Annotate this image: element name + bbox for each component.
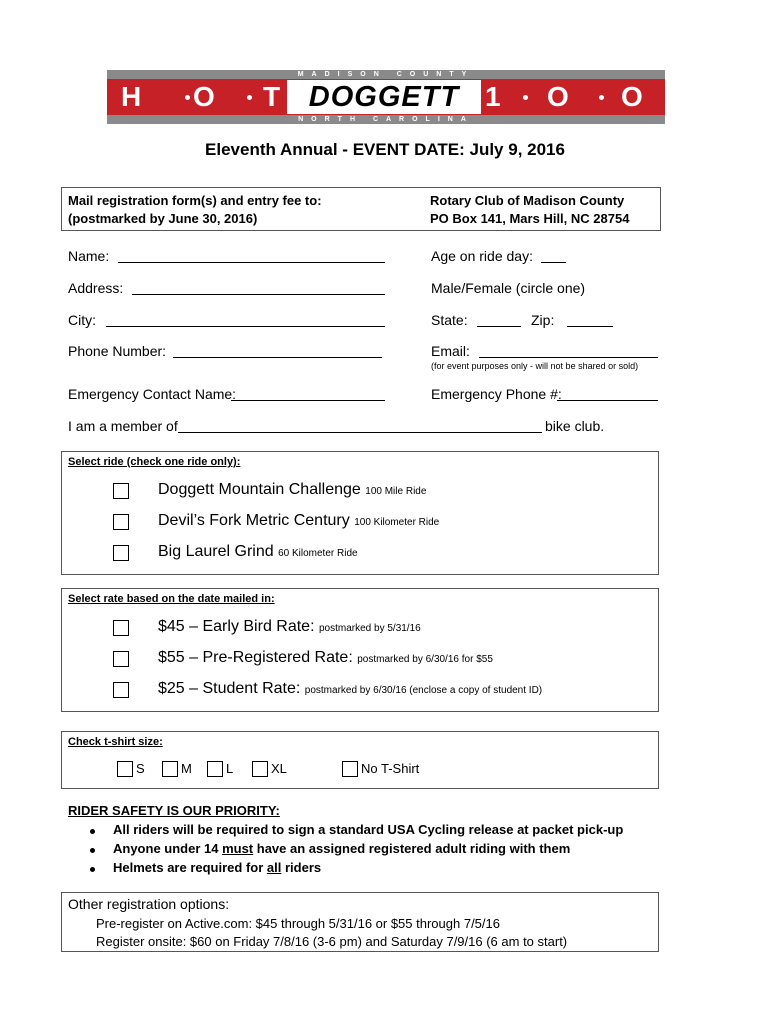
mail-line-1: Mail registration form(s) and entry fee to: (68, 193, 322, 208)
no-tshirt-label: No T-Shirt (361, 761, 420, 776)
logo-digit-1: 1 (485, 81, 501, 112)
logo-bottom-band: NORTH CAROLINA (107, 115, 665, 124)
club-input-line[interactable] (178, 432, 542, 433)
tshirt-size-m-checkbox[interactable] (162, 761, 178, 777)
email-note: (for event purposes only - will not be shared or sold) (431, 361, 639, 371)
ride-checkbox[interactable] (113, 545, 129, 561)
mail-info-box (61, 187, 661, 231)
ride-name: Big Laurel Grind (158, 543, 274, 560)
safety-heading: RIDER SAFETY IS OUR PRIORITY: (68, 803, 280, 818)
tshirt-box (61, 731, 659, 789)
mail-line-2: (postmarked by June 30, 2016) (68, 211, 258, 226)
rate-checkbox[interactable] (113, 682, 129, 698)
rate-option (158, 649, 493, 667)
mail-address-2: PO Box 141, Mars Hill, NC 28754 (430, 211, 630, 226)
tshirt-size-s-checkbox[interactable] (117, 761, 133, 777)
other-option-active: Pre-register on Active.com: $45 through 5/31/16 or $55 through 7/5/16 (96, 916, 500, 931)
event-logo (107, 70, 665, 124)
logo-digit-0: O (547, 81, 569, 112)
address-label: Address: (68, 280, 124, 296)
zip-label: Zip: (531, 312, 555, 328)
bullet-icon (90, 867, 95, 872)
ride-distance: 60 Kilometer Ride (278, 548, 358, 559)
zip-input-line[interactable] (567, 326, 613, 327)
rate-name: $25 – Student Rate: (158, 680, 301, 697)
club-suffix: bike club. (545, 418, 605, 434)
logo-letter-h: H (121, 81, 142, 112)
ride-name: Doggett Mountain Challenge (158, 481, 361, 498)
ride-checkbox[interactable] (113, 483, 129, 499)
rate-checkbox[interactable] (113, 620, 129, 636)
rate-option (158, 680, 542, 698)
logo-top-band: MADISON COUNTY (107, 70, 665, 79)
other-options-box (61, 892, 659, 952)
club-label: I am a member of (68, 418, 178, 434)
logo-dot (247, 95, 252, 100)
ride-option (158, 512, 439, 530)
emergency-phone-input-line[interactable] (557, 400, 658, 401)
tshirt-size-label: S (136, 761, 145, 776)
city-input-line[interactable] (106, 326, 385, 327)
no-tshirt-checkbox[interactable] (342, 761, 358, 777)
safety-item (113, 841, 570, 856)
safety-emphasis: must (222, 841, 254, 856)
safety-text: Anyone under 14 (113, 841, 223, 856)
email-label: Email: (431, 343, 470, 359)
rate-postmark-note: postmarked by 6/30/16 for $55 (357, 654, 493, 665)
tshirt-heading: Check t-shirt size: (68, 736, 163, 748)
rate-option (158, 618, 421, 636)
ride-checkbox[interactable] (113, 514, 129, 530)
logo-dot (185, 95, 190, 100)
state-label: State: (431, 312, 468, 328)
ride-option (158, 481, 426, 499)
safety-item (113, 860, 321, 875)
logo-red-band (107, 79, 665, 115)
other-options-heading: Other registration options: (68, 896, 230, 912)
ride-distance: 100 Mile Ride (365, 486, 427, 497)
tshirt-size-xl-checkbox[interactable] (252, 761, 268, 777)
rate-postmark-note: postmarked by 6/30/16 (enclose a copy of student ID) (304, 685, 543, 696)
safety-text: Helmets are required for (113, 860, 267, 875)
bullet-icon (90, 848, 95, 853)
emergency-contact-input-line[interactable] (231, 400, 385, 401)
ride-name: Devil’s Fork Metric Century (158, 512, 350, 529)
emergency-phone-label: Emergency Phone #: (431, 386, 562, 402)
logo-dot (523, 95, 528, 100)
page-title: Eleventh Annual - EVENT DATE: July 9, 2016 (205, 140, 565, 159)
rate-name: $45 – Early Bird Rate: (158, 618, 315, 635)
logo-letter-o: O (193, 81, 215, 112)
mail-address-1: Rotary Club of Madison County (430, 193, 625, 208)
rate-checkbox[interactable] (113, 651, 129, 667)
tshirt-size-l-checkbox[interactable] (207, 761, 223, 777)
emergency-contact-label: Emergency Contact Name: (68, 386, 237, 402)
rate-name: $55 – Pre-Registered Rate: (158, 649, 353, 666)
safety-text: riders (281, 860, 322, 875)
other-option-onsite: Register onsite: $60 on Friday 7/8/16 (3-6 pm) and Saturday 7/9/16 (6 am to start) (96, 934, 568, 949)
age-label: Age on ride day: (431, 248, 533, 264)
address-input-line[interactable] (132, 294, 385, 295)
safety-emphasis: all (266, 860, 282, 875)
age-input-line[interactable] (541, 262, 566, 263)
name-input-line[interactable] (118, 262, 385, 263)
tshirt-size-label: XL (271, 761, 287, 776)
phone-input-line[interactable] (173, 357, 382, 358)
safety-item: All riders will be required to sign a standard USA Cycling release at packet pick-up (113, 822, 624, 837)
safety-text: have an assigned registered adult riding with them (253, 841, 571, 856)
phone-label: Phone Number: (68, 343, 167, 359)
state-input-line[interactable] (477, 326, 521, 327)
ride-selection-box (61, 451, 659, 575)
city-label: City: (68, 312, 96, 328)
email-input-line[interactable] (479, 357, 658, 358)
ride-distance: 100 Kilometer Ride (354, 517, 440, 528)
logo-doggett: DOGGETT (287, 80, 481, 114)
tshirt-size-label: M (181, 761, 192, 776)
rate-selection-box (61, 588, 659, 712)
ride-option (158, 543, 358, 561)
tshirt-size-label: L (226, 761, 234, 776)
rate-postmark-note: postmarked by 5/31/16 (318, 623, 421, 634)
bullet-icon (90, 829, 95, 834)
logo-digit-0: O (621, 81, 643, 112)
ride-selection-heading: Select ride (check one ride only): (68, 456, 241, 468)
name-label: Name: (68, 248, 110, 264)
logo-dot (599, 95, 604, 100)
logo-letter-t: T (263, 81, 281, 112)
rate-selection-heading: Select rate based on the date mailed in: (68, 593, 275, 605)
gender-label: Male/Female (circle one) (431, 280, 586, 296)
